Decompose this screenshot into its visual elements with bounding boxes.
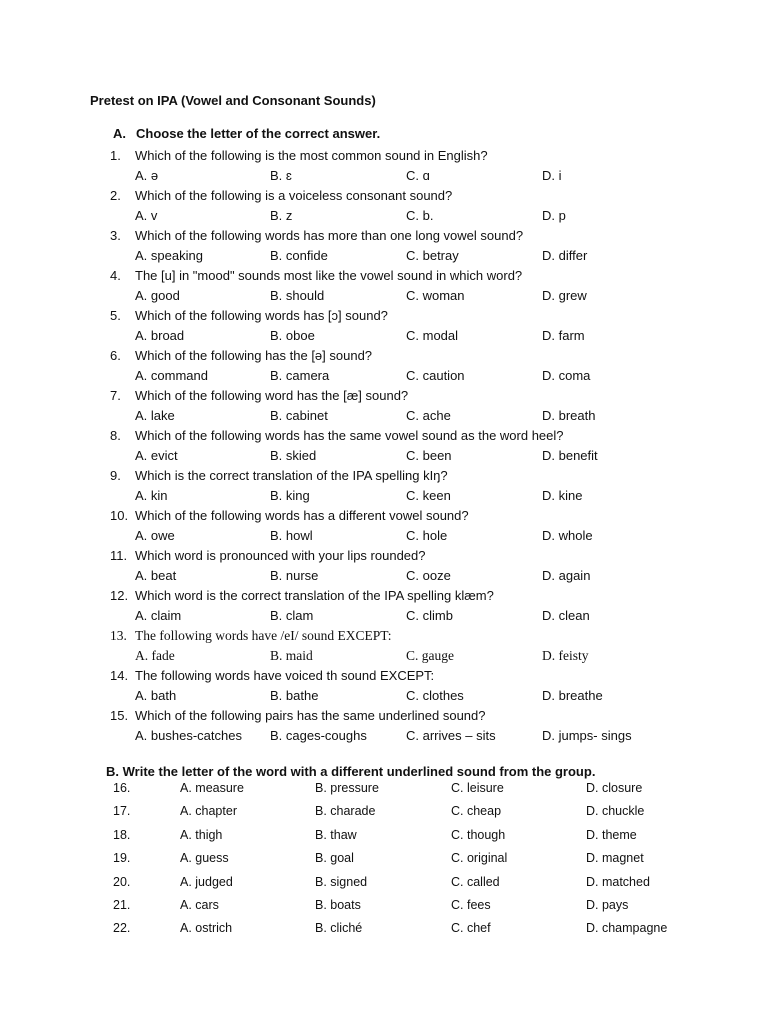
question-block bbox=[110, 426, 750, 466]
answer-option: A. kin bbox=[135, 488, 168, 503]
question-text: Which of the following word has the [æ] sound? bbox=[135, 388, 409, 403]
answer-option: D. grew bbox=[542, 288, 587, 303]
question-block bbox=[110, 466, 750, 506]
question-number: 15. bbox=[110, 708, 129, 723]
question-block bbox=[110, 266, 750, 306]
question-number: 3. bbox=[110, 228, 121, 243]
item-option: A. cars bbox=[180, 897, 219, 912]
item-row bbox=[110, 872, 750, 895]
item-option: B. boats bbox=[315, 897, 361, 912]
item-option: D. magnet bbox=[586, 851, 644, 866]
question-text: Which of the following pairs has the same underlined sound? bbox=[135, 708, 486, 723]
question-number: 5. bbox=[110, 308, 121, 323]
item-option: C. leisure bbox=[451, 781, 504, 795]
item-number: 16. bbox=[113, 781, 131, 795]
section-b-heading: B. Write the letter of the word with a different underlined sound from the group. bbox=[106, 764, 596, 779]
question-text: Which of the following is the most common sound in English? bbox=[135, 148, 488, 163]
question-number: 12. bbox=[110, 588, 129, 603]
answer-option: C. arrives – sits bbox=[406, 728, 496, 743]
question-text: Which of the following words has [ɔ] sound? bbox=[135, 308, 388, 323]
item-option: B. charade bbox=[315, 804, 376, 819]
answer-option: C. modal bbox=[406, 328, 459, 343]
question-line bbox=[110, 386, 750, 406]
item-option: B. cliché bbox=[315, 921, 363, 936]
answer-option: C. clothes bbox=[406, 688, 464, 703]
answer-option: A. broad bbox=[135, 328, 185, 343]
question-line bbox=[110, 306, 750, 326]
item-option: D. closure bbox=[586, 781, 643, 795]
section-a-heading bbox=[113, 126, 380, 141]
answer-option: C. ache bbox=[406, 408, 451, 423]
answer-option: A. speaking bbox=[135, 248, 203, 263]
answer-option: A. good bbox=[135, 288, 180, 303]
question-line bbox=[110, 226, 750, 246]
answer-option: B. nurse bbox=[270, 568, 319, 583]
question-block bbox=[110, 586, 750, 626]
question-block bbox=[110, 346, 750, 386]
answer-option: B. maid bbox=[270, 648, 313, 663]
answer-option: A. evict bbox=[135, 448, 178, 463]
answer-option: A. fade bbox=[135, 648, 175, 663]
answer-option: C. b. bbox=[406, 208, 434, 223]
answer-option: D. breath bbox=[542, 408, 596, 423]
item-option: C. cheap bbox=[451, 804, 502, 819]
item-number: 18. bbox=[113, 827, 131, 842]
answer-options bbox=[110, 726, 750, 746]
answer-option: A. bath bbox=[135, 688, 177, 703]
question-text: Which of the following has the [ə] sound? bbox=[135, 348, 373, 363]
answer-options bbox=[110, 246, 750, 266]
question-line bbox=[110, 426, 750, 446]
answer-options bbox=[110, 326, 750, 346]
question-block bbox=[110, 666, 750, 706]
question-block bbox=[110, 386, 750, 426]
question-line bbox=[110, 146, 750, 166]
answer-options bbox=[110, 686, 750, 706]
answer-option: A. v bbox=[135, 208, 158, 223]
section-a-letter: A. bbox=[113, 126, 126, 141]
item-row bbox=[110, 801, 750, 824]
item-row bbox=[110, 918, 750, 941]
answer-option: C. ɑ bbox=[406, 168, 430, 183]
question-number: 6. bbox=[110, 348, 121, 363]
question-text: Which is the correct translation of the IPA spelling kIŋ? bbox=[135, 468, 448, 483]
answer-option: A. ə bbox=[135, 168, 159, 183]
question-text: The following words have /eI/ sound EXCEPT: bbox=[135, 628, 392, 643]
answer-option: C. climb bbox=[406, 608, 453, 623]
question-line bbox=[110, 666, 750, 686]
answer-option: B. z bbox=[270, 208, 293, 223]
question-line bbox=[110, 586, 750, 606]
question-text: Which word is the correct translation of the IPA spelling klæm? bbox=[135, 588, 494, 603]
item-option: D. champagne bbox=[586, 921, 668, 936]
answer-option: B. cabinet bbox=[270, 408, 328, 423]
answer-option: D. again bbox=[542, 568, 591, 583]
answer-option: A. bushes-catches bbox=[135, 728, 242, 743]
answer-options bbox=[110, 366, 750, 386]
question-text: The [u] in "mood" sounds most like the vowel sound in which word? bbox=[135, 268, 523, 283]
question-block bbox=[110, 626, 750, 666]
question-text: The following words have voiced th sound EXCEPT: bbox=[135, 668, 435, 683]
answer-option: D. differ bbox=[542, 248, 588, 263]
answer-option: B. camera bbox=[270, 368, 330, 383]
answer-option: A. beat bbox=[135, 568, 177, 583]
answer-option: D. kine bbox=[542, 488, 583, 503]
question-number: 8. bbox=[110, 428, 121, 443]
question-line bbox=[110, 546, 750, 566]
item-option: A. chapter bbox=[180, 804, 237, 819]
answer-option: B. howl bbox=[270, 528, 313, 543]
item-option: A. judged bbox=[180, 874, 233, 889]
question-text: Which word is pronounced with your lips rounded? bbox=[135, 548, 426, 563]
question-text: Which of the following words has a different vowel sound? bbox=[135, 508, 469, 523]
item-number: 21. bbox=[113, 897, 131, 912]
answer-options bbox=[110, 526, 750, 546]
answer-option: C. keen bbox=[406, 488, 451, 503]
answer-options bbox=[110, 566, 750, 586]
answer-option: C. ooze bbox=[406, 568, 451, 583]
answer-option: D. whole bbox=[542, 528, 593, 543]
answer-option: A. claim bbox=[135, 608, 182, 623]
section-a-instruction: Choose the letter of the correct answer. bbox=[136, 126, 381, 141]
item-number: 20. bbox=[113, 874, 131, 889]
answer-option: C. gauge bbox=[406, 648, 454, 663]
question-block bbox=[110, 706, 750, 746]
answer-option: D. benefit bbox=[542, 448, 598, 463]
question-number: 9. bbox=[110, 468, 121, 483]
answer-option: C. caution bbox=[406, 368, 465, 383]
item-option: B. goal bbox=[315, 851, 354, 866]
question-number: 7. bbox=[110, 388, 121, 403]
item-option: B. pressure bbox=[315, 781, 379, 795]
answer-option: B. confide bbox=[270, 248, 328, 263]
question-number: 14. bbox=[110, 668, 129, 683]
answer-option: A. lake bbox=[135, 408, 175, 423]
item-row bbox=[110, 895, 750, 918]
answer-options bbox=[110, 606, 750, 626]
answer-option: B. oboe bbox=[270, 328, 315, 343]
answer-option: B. should bbox=[270, 288, 325, 303]
item-number: 22. bbox=[113, 921, 131, 936]
answer-option: D. feisty bbox=[542, 648, 589, 663]
item-option: C. though bbox=[451, 827, 506, 842]
item-option: C. chef bbox=[451, 921, 491, 936]
item-option: C. fees bbox=[451, 897, 491, 912]
page-title: Pretest on IPA (Vowel and Consonant Sounds) bbox=[90, 93, 376, 108]
answer-option: D. coma bbox=[542, 368, 591, 383]
item-row bbox=[110, 825, 750, 848]
item-option: A. ostrich bbox=[180, 921, 233, 936]
item-row bbox=[110, 778, 750, 801]
question-text: Which of the following is a voiceless consonant sound? bbox=[135, 188, 453, 203]
question-text: Which of the following words has more than one long vowel sound? bbox=[135, 228, 524, 243]
question-block bbox=[110, 546, 750, 586]
question-line bbox=[110, 706, 750, 726]
part-b-items bbox=[110, 778, 750, 942]
item-option: D. pays bbox=[586, 897, 629, 912]
item-row bbox=[110, 848, 750, 871]
answer-options bbox=[110, 646, 750, 666]
item-option: A. guess bbox=[180, 851, 229, 866]
answer-option: D. jumps- sings bbox=[542, 728, 632, 743]
answer-option: D. farm bbox=[542, 328, 585, 343]
answer-option: D. breathe bbox=[542, 688, 603, 703]
item-number: 17. bbox=[113, 804, 131, 819]
answer-options bbox=[110, 406, 750, 426]
question-block bbox=[110, 306, 750, 346]
question-block bbox=[110, 186, 750, 226]
question-line bbox=[110, 266, 750, 286]
question-line bbox=[110, 186, 750, 206]
answer-option: B. king bbox=[270, 488, 310, 503]
question-line bbox=[110, 506, 750, 526]
question-number: 4. bbox=[110, 268, 121, 283]
answer-option: D. i bbox=[542, 168, 562, 183]
question-block bbox=[110, 506, 750, 546]
answer-options bbox=[110, 286, 750, 306]
question-number: 1. bbox=[110, 148, 121, 163]
question-text: Which of the following words has the same vowel sound as the word heel? bbox=[135, 428, 564, 443]
answer-option: A. command bbox=[135, 368, 208, 383]
question-line bbox=[110, 466, 750, 486]
item-option: A. thigh bbox=[180, 827, 223, 842]
answer-option: B. cages-coughs bbox=[270, 728, 367, 743]
question-line bbox=[110, 346, 750, 366]
answer-option: B. clam bbox=[270, 608, 314, 623]
answer-option: B. bathe bbox=[270, 688, 319, 703]
answer-option: B. ɛ bbox=[270, 168, 292, 183]
item-number: 19. bbox=[113, 851, 131, 866]
answer-option: C. betray bbox=[406, 248, 459, 263]
item-option: C. called bbox=[451, 874, 500, 889]
answer-option: C. woman bbox=[406, 288, 465, 303]
answer-option: D. p bbox=[542, 208, 566, 223]
item-option: D. theme bbox=[586, 827, 637, 842]
item-option: A. measure bbox=[180, 781, 244, 795]
item-option: B. thaw bbox=[315, 827, 357, 842]
question-number: 2. bbox=[110, 188, 121, 203]
question-line bbox=[110, 626, 750, 646]
question-number: 11. bbox=[110, 548, 128, 563]
answer-option: A. owe bbox=[135, 528, 175, 543]
answer-options bbox=[110, 446, 750, 466]
item-option: C. original bbox=[451, 851, 508, 866]
answer-options bbox=[110, 166, 750, 186]
question-number: 10. bbox=[110, 508, 129, 523]
answer-options bbox=[110, 206, 750, 226]
answer-option: C. been bbox=[406, 448, 452, 463]
item-option: B. signed bbox=[315, 874, 368, 889]
part-a-questions bbox=[110, 146, 750, 746]
answer-options bbox=[110, 486, 750, 506]
answer-option: D. clean bbox=[542, 608, 590, 623]
question-number: 13. bbox=[110, 628, 127, 643]
answer-option: C. hole bbox=[406, 528, 448, 543]
item-option: D. chuckle bbox=[586, 804, 645, 819]
question-block bbox=[110, 146, 750, 186]
question-block bbox=[110, 226, 750, 266]
item-option: D. matched bbox=[586, 874, 650, 889]
answer-option: B. skied bbox=[270, 448, 317, 463]
